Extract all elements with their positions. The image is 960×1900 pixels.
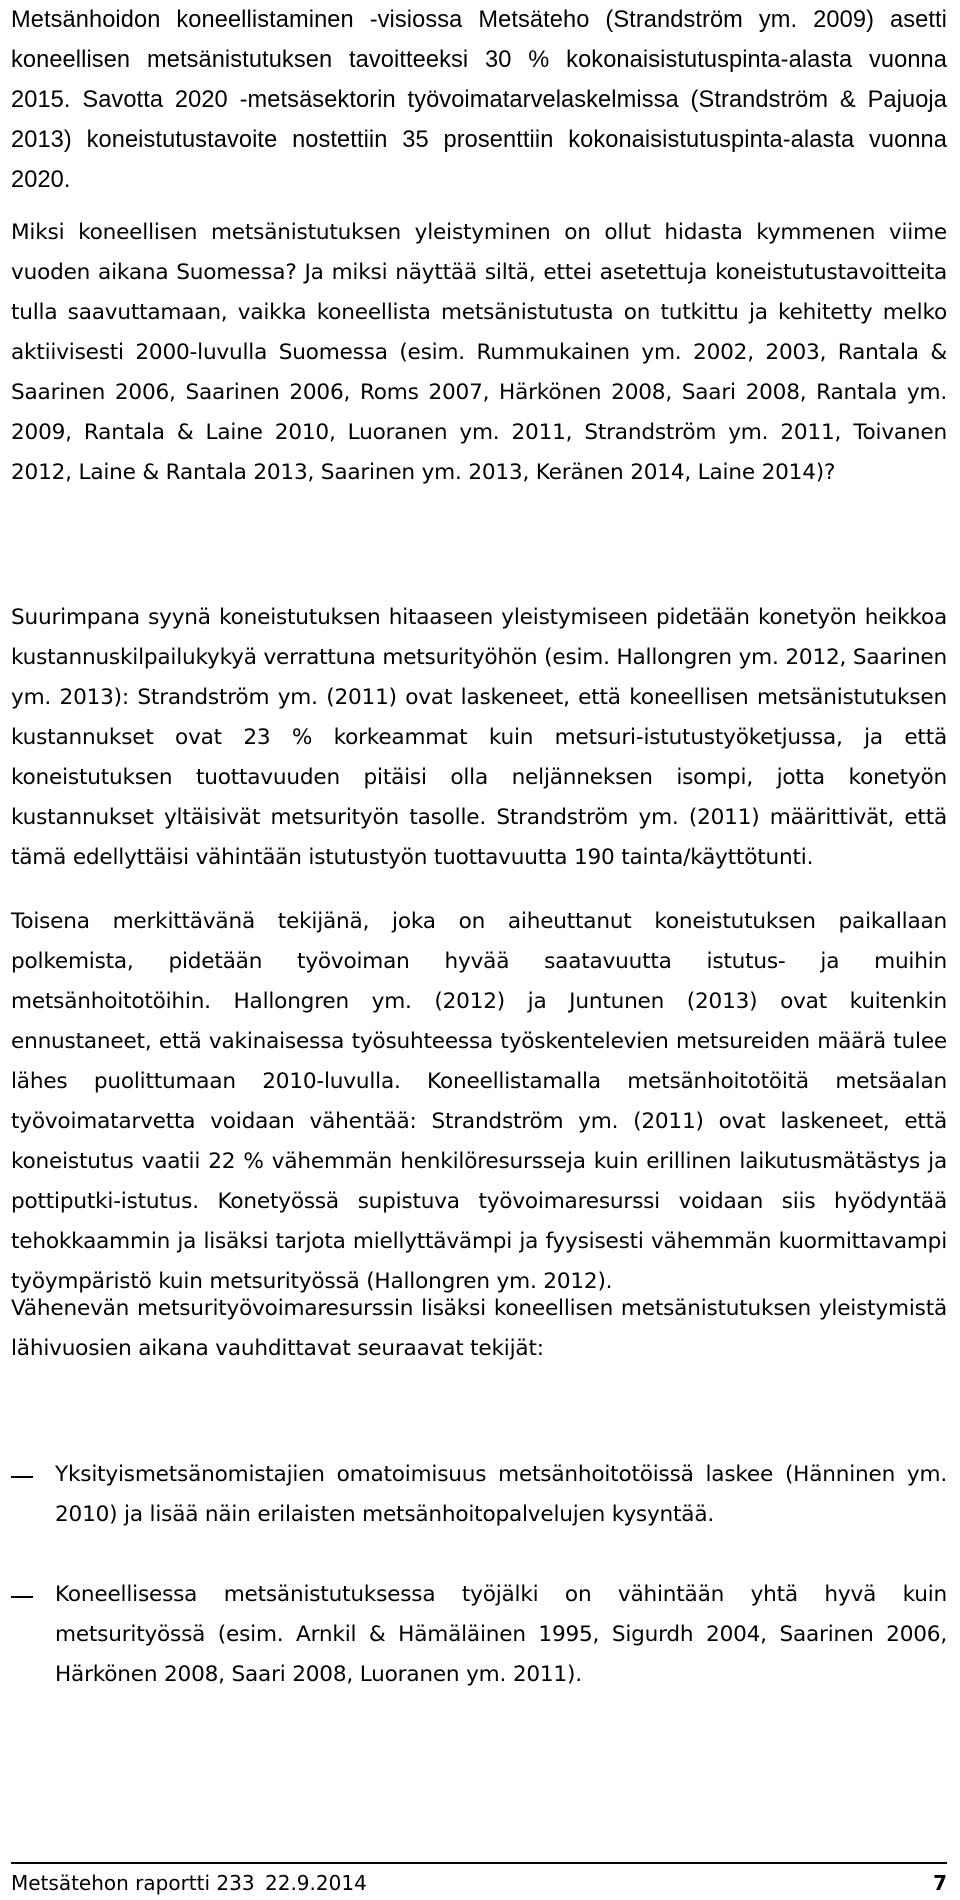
list-item <box>11 1455 947 1535</box>
paragraph-factors-intro: Vähenevän metsurityövoimaresurssin lisäksi koneellisen metsänistutuksen yleistymistä lähivuosien aikana vauhdittavat seuraavat tekijät: <box>11 1296 947 1361</box>
list-item <box>11 1575 947 1695</box>
paragraph-cost: Suurimpana syynä koneistutuksen hitaaseen yleistymiseen pidetään konetyön heikkoa kustannuskilpailukykyä verrattuna metsurityöhön (esim. Hallongren ym. 2012, Saarinen ym. 2013): Strandström ym. (2011) ovat laskeneet, että koneellisen metsänistutuksen kustannukset ovat 23 % korkeammat kuin metsuri-istutustyöketjussa, ja että koneistutuksen tuottavuuden pitäisi olla neljänneksen isompi, jotta konetyön kustannukset yltäisivät metsurityön tasolle. Strandström ym. (2011) määrittivät, että tämä edellyttäisi vähintään istutustyön tuottavuutta 190 tainta/käyttötunti. <box>11 605 947 870</box>
page-footer <box>11 1868 947 1898</box>
page-number: 7 <box>933 1871 947 1895</box>
footer-divider <box>11 1862 947 1864</box>
list-item-text: Yksityismetsänomistajien omatoimisuus metsänhoitotöissä laskee (Hänninen ym. 2010) ja lisää näin erilaisten metsänhoitopalvelujen kysyntää. <box>55 1462 947 1527</box>
report-date: 22.9.2014 <box>265 1871 367 1895</box>
paragraph-visio: Metsänhoidon koneellistaminen -visiossa Metsäteho (Strandström ym. 2009) asetti koneellisen metsänistutuksen tavoitteeksi 30 % kokonaisistutuspinta-alasta vuonna 2015. Savotta 2020 -metsäsektorin työvoimatarvelaskelmissa (Strandström & Pajuoja 2013) koneistutustavoite nostettiin 35 prosenttiin kokonaisistutuspinta-alasta vuonna 2020. <box>11 7 947 193</box>
list-item-text: Koneellisessa metsänistutuksessa työjälki on vähintään yhtä hyvä kuin metsurityössä (esim. Arnkil & Hämäläinen 1995, Sigurdh 2004, Saarinen 2006, Härkönen 2008, Saari 2008, Luoranen ym. 2011). <box>55 1582 947 1687</box>
paragraph-question: Miksi koneellisen metsänistutuksen yleistyminen on ollut hidasta kymmenen viime vuoden aikana Suomessa? Ja miksi näyttää siltä, ettei asetettuja koneistutustavoitteita tulla saavuttamaan, vaikka koneellista metsänistutusta on tutkittu ja kehitetty melko aktiivisesti 2000-luvulla Suomessa (esim. Rummukainen ym. 2002, 2003, Rantala & Saarinen 2006, Saarinen 2006, Roms 2007, Härkönen 2008, Saari 2008, Rantala ym. 2009, Rantala & Laine 2010, Luoranen ym. 2011, Strandström ym. 2011, Toivanen 2012, Laine & Rantala 2013, Saarinen ym. 2013, Keränen 2014, Laine 2014)? <box>11 220 947 485</box>
paragraph-workforce: Toisena merkittävänä tekijänä, joka on aiheuttanut koneistutuksen paikallaan polkemista, pidetään työvoiman hyvää saatavuutta istutus- ja muihin metsänhoitotöihin. Hallongren ym. (2012) ja Juntunen (2013) ovat kuitenkin ennustaneet, että vakinaisessa työsuhteessa työskentelevien metsureiden määrä tulee lähes puolittumaan 2010-luvulla. Koneellistamalla metsänhoitotöitä metsäalan työvoimatarvetta voidaan vähentää: Strandström ym. (2011) ovat laskeneet, että koneistutus vaatii 22 % vähemmän henkilöresursseja kuin erillinen laikutusmätästys ja pottiputki-istutus. Konetyössä supistuva työvoimaresurssi voidaan siis hyödyntää tehokkaammin ja lisäksi tarjota miellyttävämpi ja fyysisesti vähemmän kuormittavampi työympäristö kuin metsurityössä (Hallongren ym. 2012). <box>11 909 947 1294</box>
document-page <box>11 0 947 1900</box>
report-title: Metsätehon raportti 233 <box>11 1871 255 1895</box>
factors-list <box>11 1455 947 1735</box>
